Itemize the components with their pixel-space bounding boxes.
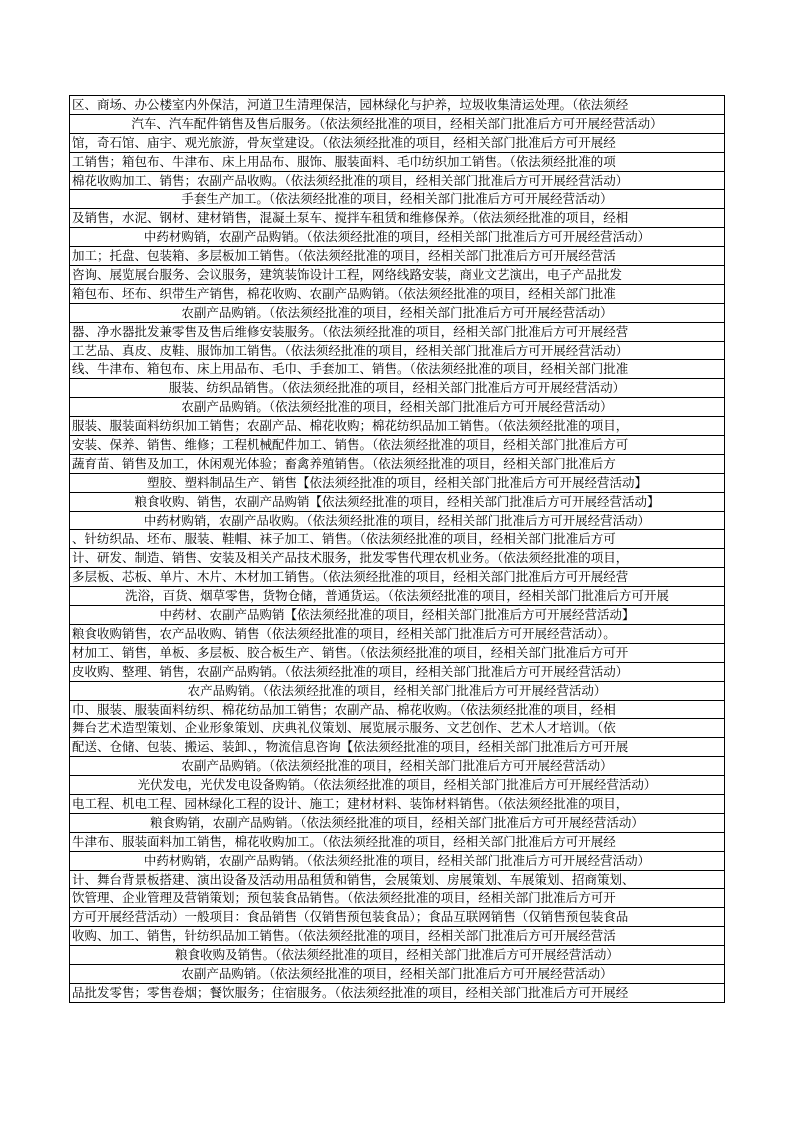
table-cell[interactable]: 多层板、芯板、单片、木片、木材加工销售。（依法须经批准的项目，经相关部门批准后方可开展经营 [70,568,724,587]
table-cell[interactable]: 舞台艺术造型策划、企业形象策划、庆典礼仪策划、展览展示服务、文艺创作、艺术人才培训。（依 [70,719,724,738]
spreadsheet-column [69,95,725,1003]
table-cell[interactable]: 手套生产加工。（依法须经批准的项目，经相关部门批准后方可开展经营活动） [70,190,724,209]
table-cell[interactable]: 加工；托盘、包装箱、多层板加工销售。（依法须经批准的项目，经相关部门批准后方可开展经营活 [70,247,724,266]
table-cell[interactable]: 箱包布、坯布、织带生产销售，棉花收购、农副产品购销。（依法须经批准的项目，经相关部门批准 [70,285,724,304]
table-cell[interactable]: 方可开展经营活动）一般项目：食品销售（仅销售预包装食品）；食品互联网销售（仅销售预包装食品 [70,908,724,927]
table-cell[interactable]: 蔬育苗、销售及加工，休闲观光体验；畜禽养殖销售。（依法须经批准的项目，经相关部门批准后方 [70,455,724,474]
table-cell[interactable]: 粮食收购及销售。（依法须经批准的项目，经相关部门批准后方可开展经营活动） [70,946,724,965]
table-cell[interactable]: 粮食收购销售，农产品收购、销售（依法须经批准的项目，经相关部门批准后方可开展经营活动）。 [70,625,724,644]
table-cell[interactable]: 饮管理、企业管理及营销策划；预包装食品销售。（依法须经批准的项目，经相关部门批准后方可开 [70,889,724,908]
table-cell[interactable]: 牛津布、服装面料加工销售，棉花收购加工。（依法须经批准的项目，经相关部门批准后方可开展经 [70,833,724,852]
table-cell[interactable]: 服装、服装面料纺织加工销售；农副产品、棉花收购；棉花纺织品加工销售。（依法须经批准的项目， [70,417,724,436]
table-cell[interactable]: 品批发零售；零售卷烟；餐饮服务；住宿服务。（依法须经批准的项目，经相关部门批准后方可开展经 [70,984,724,1003]
table-cell[interactable]: 咨询、展览展台服务、会议服务，建筑装饰设计工程，网络线路安装，商业文艺演出，电子产品批发 [70,266,724,285]
table-cell[interactable]: 中药材购销，农副产品收购。（依法须经批准的项目，经相关部门批准后方可开展经营活动） [70,512,724,531]
table-cell[interactable]: 农副产品购销。（依法须经批准的项目，经相关部门批准后方可开展经营活动） [70,757,724,776]
table-cell[interactable]: 农副产品购销。（依法须经批准的项目，经相关部门批准后方可开展经营活动） [70,965,724,984]
table-cell[interactable]: 工艺品、真皮、皮鞋、服饰加工销售。（依法须经批准的项目，经相关部门批准后方可开展经营活动） [70,342,724,361]
table-cell[interactable]: 巾、服装、服装面料纺织、棉花纺品加工销售；农副产品、棉花收购。（依法须经批准的项目，经相 [70,701,724,720]
table-cell[interactable]: 洗浴，百货、烟草零售，货物仓储，普通货运。（依法须经批准的项目，经相关部门批准后方可开展 [70,587,724,606]
table-cell[interactable]: 中药材购销，农副产品购销。（依法须经批准的项目，经相关部门批准后方可开展经营活动） [70,852,724,871]
table-cell[interactable]: 农副产品购销。（依法须经批准的项目，经相关部门批准后方可开展经营活动） [70,304,724,323]
table-cell[interactable]: 服装、纺织品销售。（依法须经批准的项目，经相关部门批准后方可开展经营活动） [70,379,724,398]
table-cell[interactable]: 、针纺织品、坯布、服装、鞋帽、袜子加工、销售。（依法须经批准的项目，经相关部门批准后方可 [70,530,724,549]
table-cell[interactable]: 材加工、销售，单板、多层板、胶合板生产、销售。（依法须经批准的项目，经相关部门批准后方可开 [70,644,724,663]
table-cell[interactable]: 农产品购销。（依法须经批准的项目，经相关部门批准后方可开展经营活动） [70,682,724,701]
table-cell[interactable]: 农副产品购销。（依法须经批准的项目，经相关部门批准后方可开展经营活动） [70,398,724,417]
table-cell[interactable]: 皮收购、整理、销售，农副产品购销。（依法须经批准的项目，经相关部门批准后方可开展经营活动） [70,663,724,682]
table-cell[interactable]: 粮食收购、销售，农副产品购销【依法须经批准的项目，经相关部门批准后方可开展经营活动】 [70,493,724,512]
table-cell[interactable]: 器、净水器批发兼零售及售后维修安装服务。（依法须经批准的项目，经相关部门批准后方可开展经营 [70,323,724,342]
table-cell[interactable]: 粮食购销，农副产品购销。（依法须经批准的项目，经相关部门批准后方可开展经营活动） [70,814,724,833]
table-cell[interactable]: 工销售；箱包布、牛津布、床上用品布、服饰、服装面料、毛巾纺织加工销售。（依法须经批准的项 [70,153,724,172]
table-cell[interactable]: 电工程、机电工程、园林绿化工程的设计、施工；建材材料、装饰材料销售。（依法须经批准的项目， [70,795,724,814]
table-cell[interactable]: 及销售，水泥、钢材、建材销售，混凝土泵车、搅拌车租赁和维修保养。（依法须经批准的项目，经相 [70,209,724,228]
table-cell[interactable]: 计、舞台背景板搭建、演出设备及活动用品租赁和销售，会展策划、房展策划、车展策划、招商策划、 [70,871,724,890]
table-cell[interactable]: 线、牛津布、箱包布、床上用品布、毛巾、手套加工、销售。（依法须经批准的项目，经相关部门批准 [70,360,724,379]
table-cell[interactable]: 中药材购销，农副产品购销。（依法须经批准的项目，经相关部门批准后方可开展经营活动） [70,228,724,247]
table-cell[interactable]: 配送、仓储、包装、搬运、装卸、，物流信息咨询【依法须经批准的项目，经相关部门批准后方可开展 [70,738,724,757]
table-cell[interactable]: 汽车、汽车配件销售及售后服务。（依法须经批准的项目，经相关部门批准后方可开展经营活动） [70,115,724,134]
table-cell[interactable]: 光伏发电，光伏发电设备购销。（依法须经批准的项目，经相关部门批准后方可开展经营活动） [70,776,724,795]
table-cell[interactable]: 馆，奇石馆、庙宇、观光旅游，骨灰堂建设。（依法须经批准的项目，经相关部门批准后方可开展经 [70,134,724,153]
table-cell[interactable]: 中药材、农副产品购销【依法须经批准的项目，经相关部门批准后方可开展经营活动】 [70,606,724,625]
table-cell[interactable]: 区、商场、办公楼室内外保洁，河道卫生清理保洁，园林绿化与护养，垃圾收集清运处理。（依法须经 [70,96,724,115]
table-cell[interactable]: 收购、加工、销售，针纺织品加工销售。（依法须经批准的项目，经相关部门批准后方可开展经营活 [70,927,724,946]
table-cell[interactable]: 棉花收购加工、销售；农副产品收购。（依法须经批准的项目，经相关部门批准后方可开展经营活动） [70,172,724,191]
table-cell[interactable]: 计、研发、制造、销售、安装及相关产品技术服务，批发零售代理农机业务。（依法须经批准的项目， [70,549,724,568]
table-cell[interactable]: 安装、保养、销售、维修；工程机械配件加工、销售。（依法须经批准的项目，经相关部门批准后方可 [70,436,724,455]
table-cell[interactable]: 塑胶、塑料制品生产、销售【依法须经批准的项目，经相关部门批准后方可开展经营活动】 [70,474,724,493]
